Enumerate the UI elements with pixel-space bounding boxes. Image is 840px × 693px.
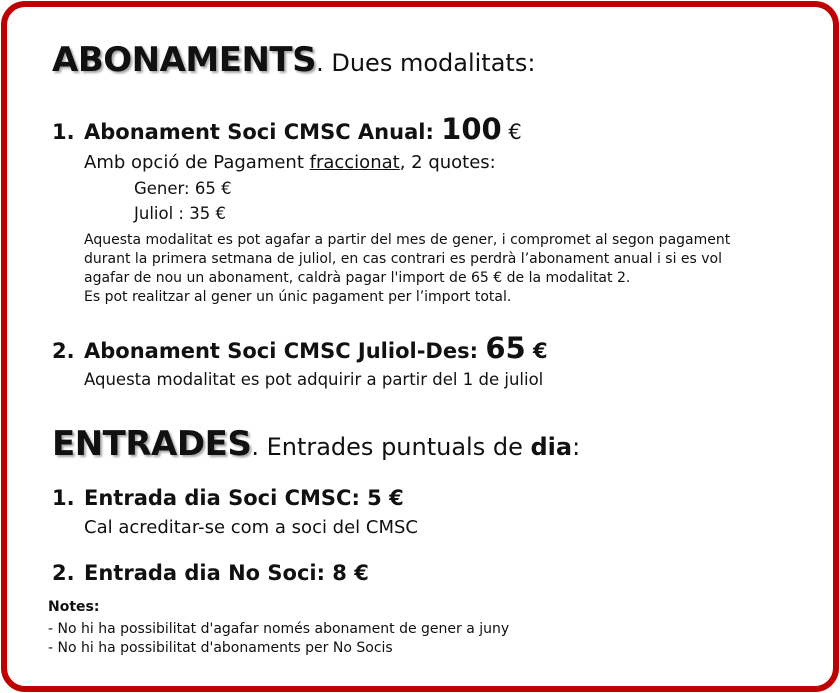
item-number: 1. xyxy=(52,120,75,144)
installment-juliol: Juliol : 35 € xyxy=(134,204,226,223)
notes-list xyxy=(48,620,509,658)
anual-details xyxy=(84,231,804,307)
payment-option-post: , 2 quotes: xyxy=(399,152,496,173)
juliol-des-description: Aquesta modalitat es pot adquirir a partir del 1 de juliol xyxy=(84,370,544,389)
item-label: Abonament Soci CMSC Anual: xyxy=(84,120,442,144)
entrades-heading xyxy=(52,424,580,464)
entrades-heading-end: : xyxy=(572,433,581,461)
item-currency: € xyxy=(525,339,548,363)
abonaments-heading-bold: ABONAMENTS xyxy=(52,40,317,80)
detail-line: Aquesta modalitat es pot agafar a partir del mes de gener, i compromet al segon pagament xyxy=(84,232,731,248)
detail-line: durant la primera setmana de juliol, en cas contrari es perdrà l’abonament anual i si es vol xyxy=(84,251,723,267)
detail-line: Es pot realitzar al gener un únic pagament per l’import total. xyxy=(84,289,512,305)
abonament-anual-title xyxy=(52,112,522,146)
notes-heading: Notes: xyxy=(48,599,100,615)
entrades-heading-rest xyxy=(251,433,580,461)
note-line: - No hi ha possibilitat d'agafar només abonament de gener a juny xyxy=(48,621,510,637)
item-number: 2. xyxy=(52,561,75,585)
item-label: Abonament Soci CMSC Juliol-Des: xyxy=(84,339,486,363)
item-label: Entrada dia Soci CMSC: 5 € xyxy=(84,486,404,510)
entrada-no-soci-title xyxy=(52,561,369,585)
payment-option-line xyxy=(84,152,496,173)
note-line: - No hi ha possibilitat d'abonaments per No Socis xyxy=(48,640,393,656)
entrades-heading-bold-word: dia xyxy=(530,433,573,461)
item-currency: € xyxy=(501,120,522,144)
detail-line: agafar de nou un abonament, caldrà pagar l'import de 65 € de la modalitat 2. xyxy=(84,270,631,286)
entrada-soci-title xyxy=(52,486,404,510)
abonaments-heading-rest: . Dues modalitats: xyxy=(316,49,536,77)
abonament-juliol-des-title xyxy=(52,331,548,365)
item-price: 65 xyxy=(485,331,526,365)
item-label: Entrada dia No Soci: 8 € xyxy=(84,561,369,585)
item-price: 100 xyxy=(441,112,502,146)
payment-option-underlined: fraccionat xyxy=(309,152,400,173)
entrada-soci-description: Cal acreditar-se com a soci del CMSC xyxy=(84,517,419,538)
payment-option-pre: Amb opció de Pagament xyxy=(84,152,310,173)
abonaments-heading xyxy=(52,40,535,80)
item-number: 1. xyxy=(52,486,75,510)
item-number: 2. xyxy=(52,339,75,363)
installment-gener: Gener: 65 € xyxy=(134,179,232,198)
entrades-heading-bold: ENTRADES xyxy=(52,424,252,464)
entrades-heading-text: . Entrades puntuals de xyxy=(251,433,531,461)
